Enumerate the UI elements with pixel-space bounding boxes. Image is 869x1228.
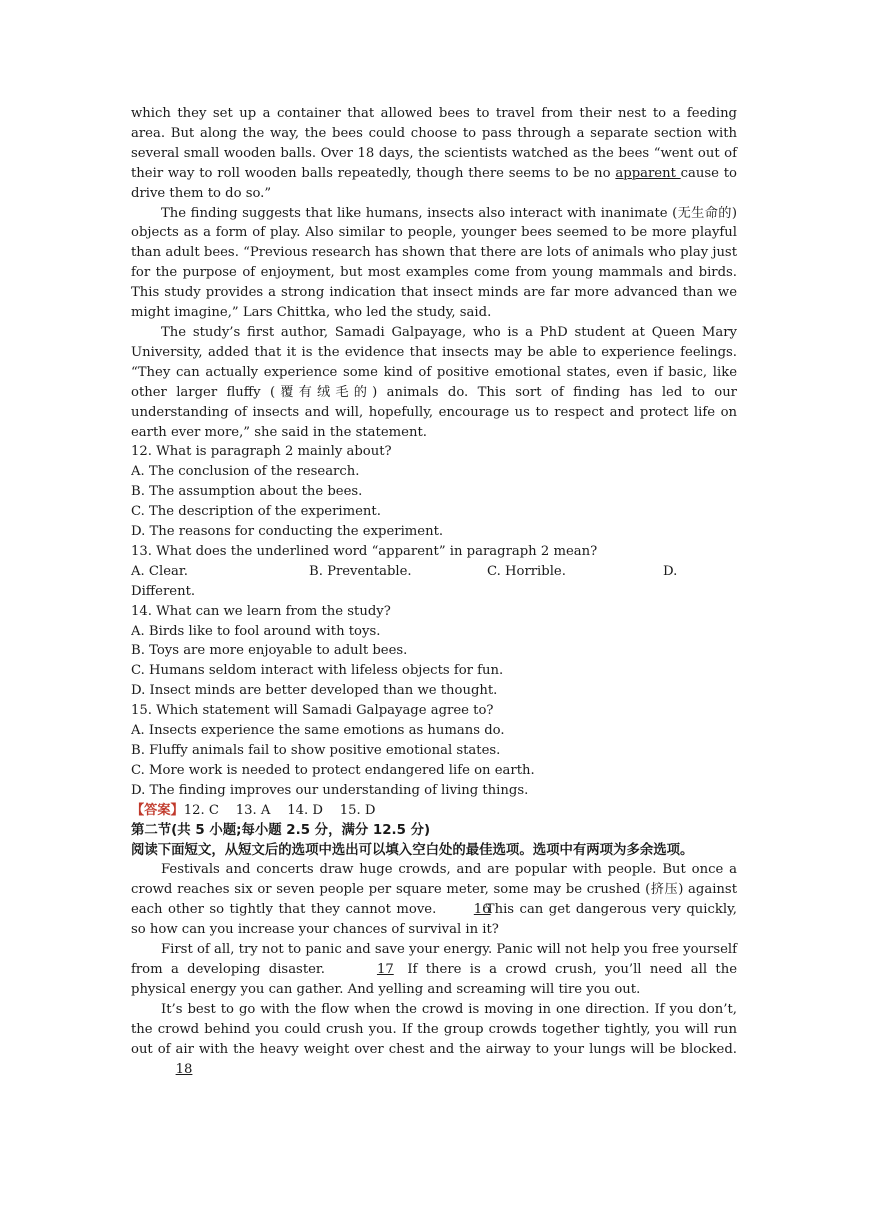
section-2-instruction: 阅读下面短文，从短文后的选项中选出可以填入空白处的最佳选项。选项中有两项为多余选项。 — [131, 842, 694, 858]
question-15-option-d: D. The finding improves our understanding of living things. — [131, 782, 529, 798]
paragraph-text-end: If there is a crowd crush, you’ll need all the physical energy you can gather. And yelling and screaming will tire you out. — [131, 961, 737, 997]
question-13-option-b: B. Preventable. — [309, 563, 412, 579]
question-13-option-c: C. Horrible. — [487, 563, 566, 579]
paragraph-text-end: cause to drive them to do so.” — [131, 165, 737, 201]
question-12-option-d: D. The reasons for conducting the experiment. — [131, 524, 444, 540]
underlined-word-apparent: apparent — [615, 165, 681, 181]
answer-mark: 【答案】 — [131, 802, 184, 818]
section-2-title: 第二节(共 5 小题;每小题 2.5 分，满分 12.5 分) — [131, 822, 431, 838]
answer-text: 12. C 13. A 14. D 15. D — [183, 802, 376, 818]
question-13-stem: 13. What does the underlined word “apparent” in paragraph 2 mean? — [131, 543, 598, 559]
paragraph-text: which they set up a container that allowed bees to travel from their nest to a feeding area. But along the way, the bees could choose to pass through a separate section with several small wooden balls. Over 18 days, the scientists watched as the bees “went out of their way to roll wooden balls repeatedly, though there seems to be no — [131, 106, 737, 181]
question-13-option-d-text: Different. — [131, 583, 196, 599]
question-15-stem: 15. Which statement will Samadi Galpayage agree to? — [131, 703, 494, 719]
question-14-option-b: B. Toys are more enjoyable to adult bees. — [131, 643, 408, 659]
paragraph-text: Festivals and concerts draw huge crowds, and are popular with people. But once a crowd reaches six or seven people per square meter, some may be crushed (挤压) against each other so tightly that they cannot move. — [131, 862, 737, 918]
passage2-paragraph-3 — [131, 1000, 737, 1080]
question-12-option-b: B. The assumption about the bees. — [131, 484, 363, 500]
paragraph-text: First of all, try not to panic and save your energy. Panic will not help you free yourself from a developing disaster. — [131, 942, 737, 977]
paragraph-text-end: This can get dangerous very quickly, so how can you increase your chances of survival in it? — [131, 902, 737, 938]
blank-16: 16 — [473, 902, 491, 918]
document-page — [131, 104, 737, 1079]
paragraph-text: It’s best to go with the flow when the crowd is moving in one direction. If you don’t, the crowd behind you could crush you. If the group crowds together tightly, you will run out of air with the heavy weight over chest and the airway to your lungs will be blocked. — [131, 1001, 737, 1057]
passage2-paragraph-2 — [131, 940, 737, 1000]
question-12-option-a: A. The conclusion of the research. — [131, 464, 360, 480]
answer-line — [131, 801, 737, 821]
passage2-paragraph-1 — [131, 860, 737, 940]
question-13-option-a: A. Clear. — [131, 563, 188, 579]
question-15-option-a: A. Insects experience the same emotions as humans do. — [131, 723, 505, 739]
question-15-option-b: B. Fluffy animals fail to show positive emotional states. — [131, 743, 501, 758]
question-13-option-d: D. — [663, 563, 678, 579]
passage-paragraph-3: The study’s first author, Samadi Galpayage, who is a PhD student at Queen Mary University, added that it is the evidence that insects may be able to experience feelings. “They can actually experience some kind of positive emotional states, even if basic, like other larger fluffy (覆有绒毛的) animals do. This sort of finding has led to our understanding of insects and will, hopefully, encourage us to respect and protect life on earth ever more,” she said in the statement. — [131, 324, 737, 440]
blank-18: 18 — [175, 1061, 193, 1077]
question-14-option-d: D. Insect minds are better developed than we thought. — [131, 683, 498, 699]
question-14-option-a: A. Birds like to fool around with toys. — [131, 623, 381, 639]
question-13-options — [131, 562, 737, 582]
question-14-stem: 14. What can we learn from the study? — [131, 603, 391, 619]
passage-paragraph-1 — [131, 104, 737, 204]
question-12-option-c: C. The description of the experiment. — [131, 504, 381, 520]
blank-17: 17 — [376, 961, 394, 977]
question-14-option-c: C. Humans seldom interact with lifeless objects for fun. — [131, 663, 504, 679]
question-12-stem: 12. What is paragraph 2 mainly about? — [131, 444, 392, 460]
passage-paragraph-2: The finding suggests that like humans, insects also interact with inanimate (无生命的) objects as a form of play. Also similar to people, younger bees seemed to be more playful than adult bees. “Previous research has shown that there are lots of animals who play just for the purpose of enjoyment, but most examples come from young mammals and birds. This study provides a strong indication that insect minds are far more advanced than we might imagine,” Lars Chittka, who led the study, said. — [131, 205, 737, 321]
question-15-option-c: C. More work is needed to protect endangered life on earth. — [131, 762, 535, 778]
